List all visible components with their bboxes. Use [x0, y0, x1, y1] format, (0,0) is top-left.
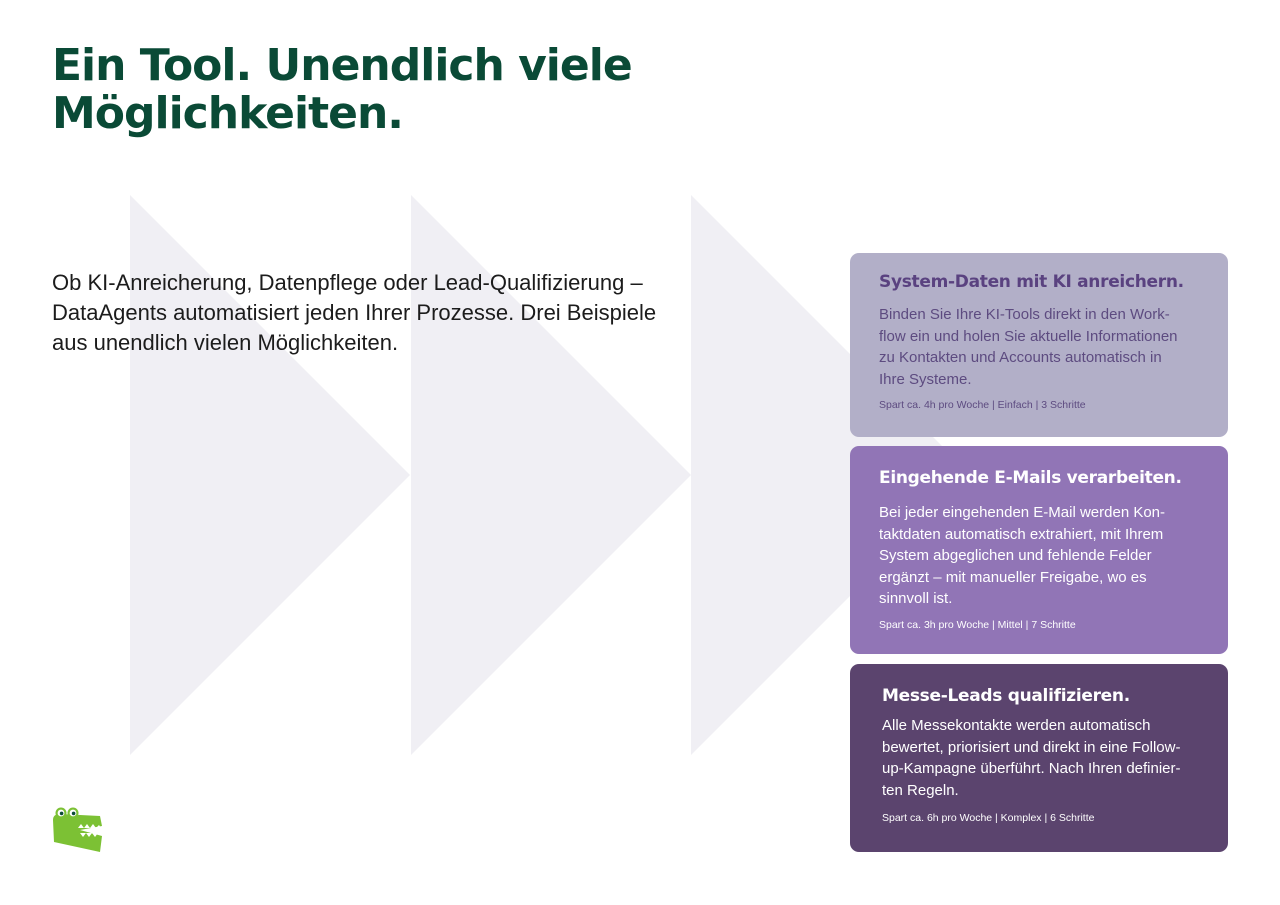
card-description — [879, 502, 1208, 610]
card-title: Eingehende E-Mails verarbeiten. — [879, 468, 1182, 488]
card-title: Messe-Leads qualifizieren. — [882, 686, 1130, 706]
logo-lower-teeth — [80, 833, 98, 837]
intro-line-1: Ob KI-Anreicherung, Datenpflege oder Lead-Qualifizierung – — [52, 270, 643, 295]
card-title: System-Daten mit KI anreichern. — [879, 272, 1184, 292]
use-case-card-email-processing — [850, 446, 1228, 654]
card-description-line: sinnvoll ist. — [879, 590, 953, 607]
card-description-line: bewertet, priorisiert und direkt in eine Follow- — [882, 738, 1181, 756]
card-description-line: flow ein und holen Sie aktuelle Informationen — [879, 327, 1178, 345]
headline-line-1: Ein Tool. Unendlich viele — [52, 40, 632, 91]
intro-paragraph — [52, 268, 732, 358]
card-meta: Spart ca. 6h pro Woche | Komplex | 6 Schritte — [882, 812, 1095, 824]
use-case-card-trade-fair-leads — [850, 664, 1228, 852]
page-headline — [52, 42, 752, 138]
logo-pupil-left — [60, 812, 64, 816]
use-case-card-ki-enrichment — [850, 253, 1228, 437]
card-description-line: zu Kontakten und Accounts automatisch in — [879, 349, 1162, 366]
card-description-line: ergänzt – mit manueller Freigabe, wo es — [879, 568, 1147, 586]
card-description-line: Bei jeder eingehenden E-Mail werden Kon- — [879, 504, 1166, 521]
intro-line-3: aus unendlich vielen Möglichkeiten. — [52, 330, 399, 355]
card-description — [882, 715, 1208, 801]
card-description-line: taktdaten automatisch extrahiert, mit Ihrem — [879, 525, 1164, 543]
card-meta: Spart ca. 3h pro Woche | Mittel | 7 Schritte — [879, 618, 1076, 631]
card-description-line: System abgeglichen und fehlende Felder — [879, 547, 1152, 564]
card-description-line: Ihre Systeme. — [879, 370, 972, 388]
card-description — [879, 304, 1208, 390]
card-meta: Spart ca. 4h pro Woche | Einfach | 3 Schritte — [879, 399, 1086, 411]
card-description-line: Binden Sie Ihre KI-Tools direkt in den Work- — [879, 306, 1170, 323]
crocodile-logo-icon — [50, 806, 106, 856]
card-description-line: up-Kampagne überführt. Nach Ihren definier- — [882, 760, 1181, 777]
logo-pupil-right — [72, 812, 76, 816]
card-description-line: ten Regeln. — [882, 781, 959, 799]
card-description-line: Alle Messekontakte werden automatisch — [882, 717, 1151, 734]
intro-line-2: DataAgents automatisiert jeden Ihrer Prozesse. Drei Beispiele — [52, 300, 657, 325]
headline-line-2: Möglichkeiten. — [52, 88, 403, 139]
